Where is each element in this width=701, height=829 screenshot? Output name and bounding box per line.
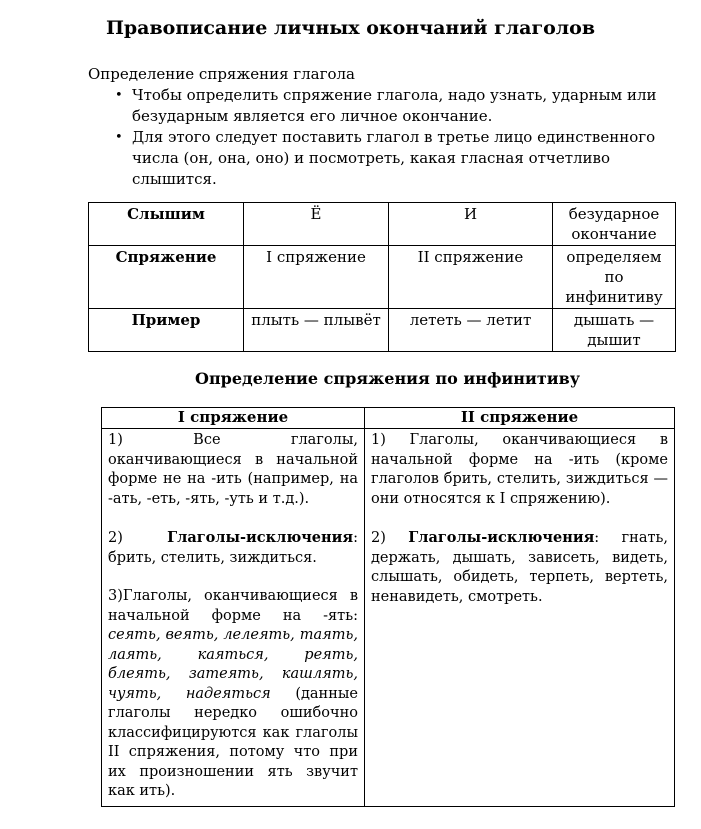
list-item [115,85,675,127]
table-cell: плыть — плывёт [244,309,389,352]
conjugation-table [101,407,675,807]
bullet-icon: • [115,88,123,103]
intro-heading: Определение спряжения глагола [88,65,355,83]
conjugation-1-cell [102,429,365,807]
table-cell: И [389,203,553,246]
item-text: (данные глаголы нередко ошибочно классифицируются как глаголы II спряжения, потому что при их произношении ять звучит как ить). [108,685,358,799]
paragraph: 1) Все глаголы, оканчивающиеся в начальной форме не на -ить (например, на -ать, -еть, -ять, -уть и т.д.). [108,432,358,507]
page-title: Правописание личных окончаний глаголов [105,17,596,39]
paragraph: 1) Глаголы, оканчивающиеся в начальной форме на -ить (кроме глаголов брить, стелить, зиждиться — они относятся к I спряжению). [371,432,668,507]
document-body [88,64,675,807]
paragraph [108,528,358,568]
paragraph [108,587,358,802]
bold-term: Глаголы-исключения [167,529,354,546]
item-number: 2) [371,530,409,546]
row-label: Слышим [89,203,244,246]
table-cell: безударное окончание [553,203,676,246]
section-heading: Определение спряжения по инфинитиву [195,369,580,388]
bullet-icon: • [115,130,123,145]
item-number: 2) [108,530,168,546]
bold-term: Глаголы-исключения [408,529,595,546]
table-cell: II спряжение [389,246,553,309]
table-cell: лететь — летит [389,309,553,352]
table-cell: Ё [244,203,389,246]
table-body-row [102,429,675,807]
table-cell: определяем по инфинитиву [553,246,676,309]
column-header-conjugation-1: I спряжение [102,408,365,429]
table-header-row [102,408,675,429]
item-text: : гнать, держать, дышать, зависеть, видеть, слышать, обидеть, терпеть, вертеть, ненавидеть, смотреть. [371,530,668,605]
hearing-table [88,202,676,352]
row-label: Спряжение [89,246,244,309]
conjugation-2-cell [365,429,675,807]
table-cell: I спряжение [244,246,389,309]
table-row [89,203,676,246]
item-text: 3)Глаголы, оканчивающиеся в начальной форме на -ять: [108,588,358,624]
table-cell: дышать — дышит [553,309,676,352]
bullet-text: Чтобы определить спряжение глагола, надо узнать, ударным или безударным является его личное окончание. [132,86,657,125]
bullet-text: Для этого следует поставить глагол в третье лицо единственного числа (он, она, оно) и посмотреть, какая гласная отчетливо слышится. [132,128,656,188]
row-label: Пример [89,309,244,352]
paragraph [371,528,668,607]
table-row [89,309,676,352]
table-row [89,246,676,309]
list-item [115,127,675,190]
italic-examples: сеять, веять, лелеять, таять, лаять, каяться, реять, блеять, затеять, кашлять, чуять, надеяться [108,627,358,702]
column-header-conjugation-2: II спряжение [365,408,675,429]
item-text: : брить, стелить, зиждиться. [108,530,358,566]
